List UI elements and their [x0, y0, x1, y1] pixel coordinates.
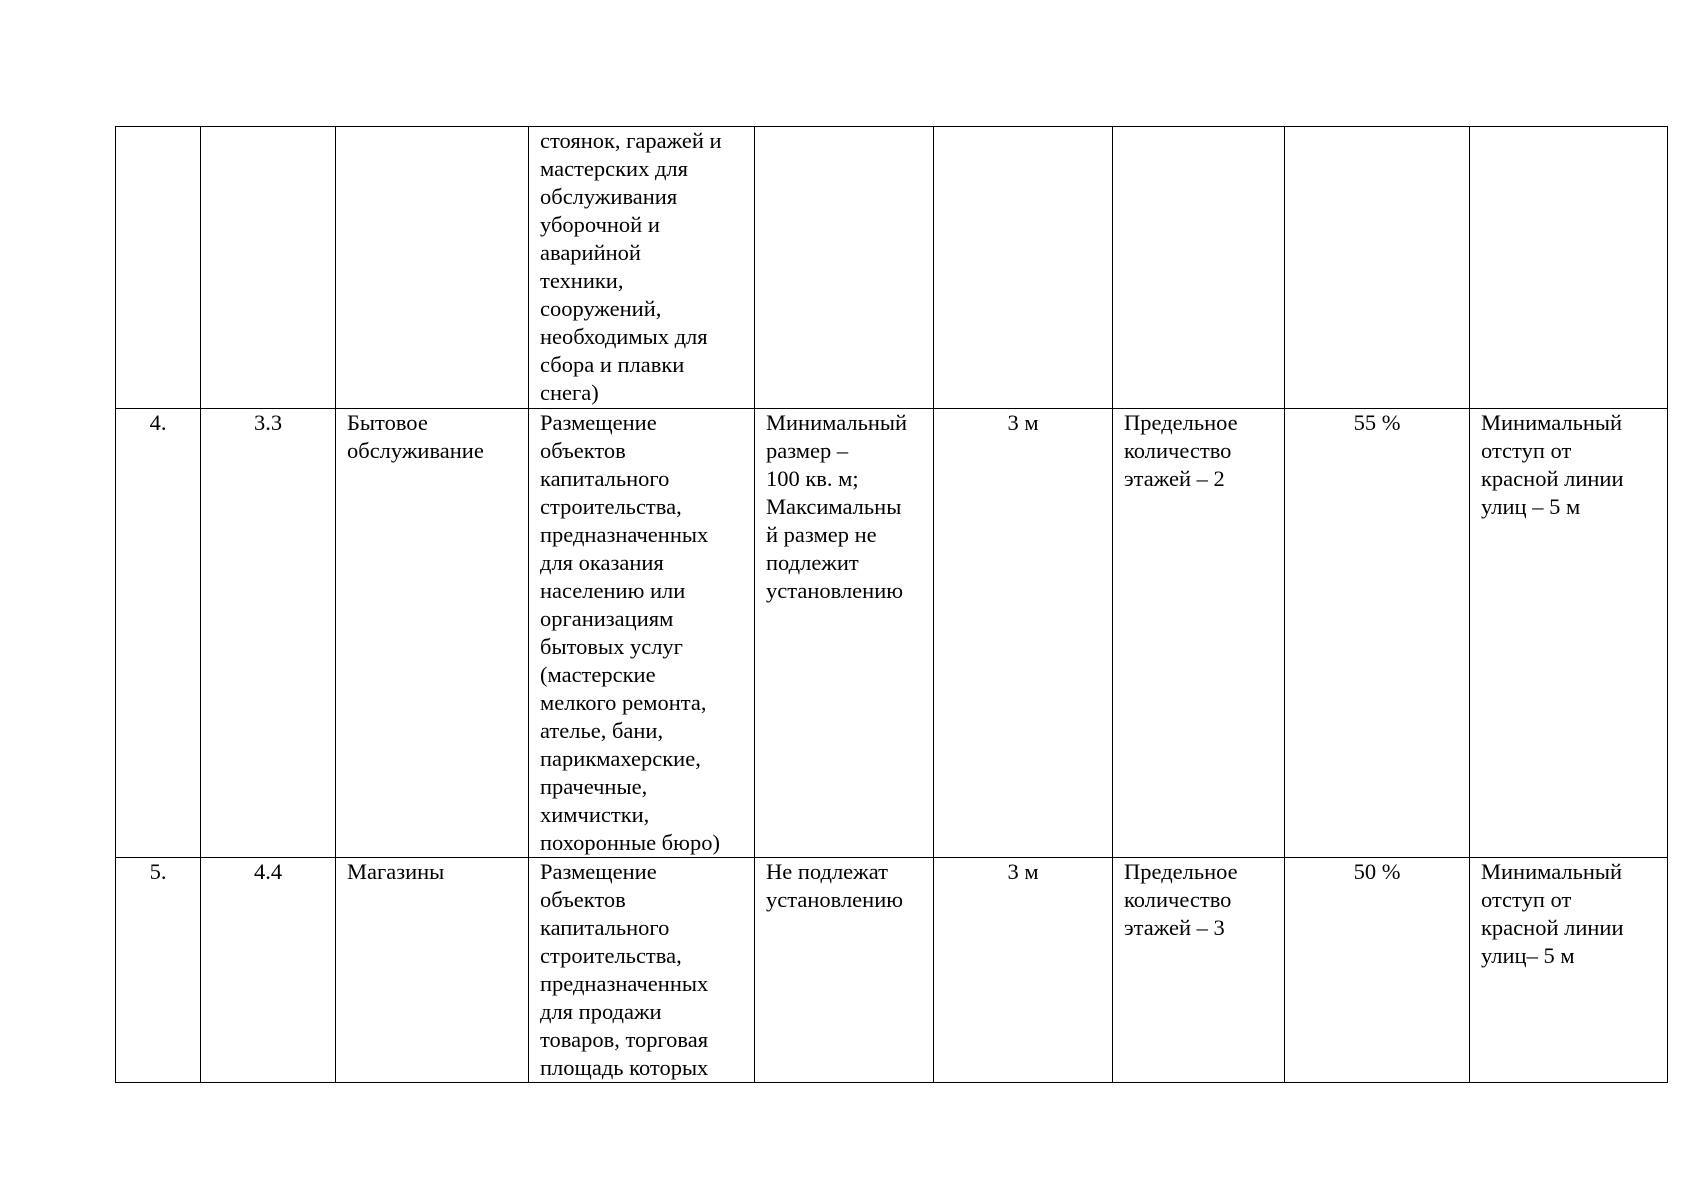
notes-line: улиц– 5 м	[1481, 943, 1575, 968]
row-number-cell	[116, 858, 201, 1083]
setback-cell	[934, 858, 1113, 1083]
plot-size-line: установлению	[766, 578, 904, 603]
description-line: парикмахерские,	[540, 746, 701, 771]
code-cell	[201, 858, 336, 1083]
plot-size-cell	[755, 858, 934, 1083]
description-line: товаров, торговая	[540, 1027, 709, 1052]
use-name-cell	[336, 858, 529, 1083]
description-line: прачечные,	[540, 774, 648, 799]
notes-cell	[1470, 858, 1668, 1083]
floors-line: Предельное	[1124, 410, 1238, 435]
description-line: уборочной и	[540, 212, 660, 237]
description-line: мастерских для	[540, 156, 688, 181]
use-name-line: Магазины	[347, 859, 445, 884]
use-name-cell	[336, 409, 529, 858]
description-line: капитального	[540, 466, 670, 491]
description-line: стоянок, гаражей и	[540, 128, 722, 153]
plot-size-line: подлежит	[766, 550, 859, 575]
description-line: предназначенных	[540, 971, 709, 996]
row-number: 4.	[149, 410, 167, 435]
floors-cell	[1113, 858, 1285, 1083]
floors-line: количество	[1124, 438, 1232, 463]
setback-value: 3 м	[1007, 859, 1039, 884]
description-line: объектов	[540, 887, 626, 912]
plot-size-line: Максимальны	[766, 494, 902, 519]
setback-cell	[934, 409, 1113, 858]
description-line: мелкого ремонта,	[540, 690, 707, 715]
notes-line: отступ от	[1481, 887, 1572, 912]
plot-size-line: й размер не	[766, 522, 877, 547]
table-row	[116, 409, 1668, 858]
coverage-value: 50 %	[1353, 859, 1401, 884]
description-line: химчистки,	[540, 802, 650, 827]
description-line: строительства,	[540, 494, 682, 519]
floors-line: Предельное	[1124, 859, 1238, 884]
plot-size-cell	[755, 409, 934, 858]
description-cell	[529, 127, 755, 409]
table-row	[116, 127, 1668, 409]
description-line: обслуживания	[540, 184, 678, 209]
plot-size-line: Минимальный	[766, 410, 908, 435]
floors-line: этажей – 3	[1124, 915, 1225, 940]
plot-size-line: установлению	[766, 887, 904, 912]
land-use-regulations-table	[115, 126, 1668, 1083]
description-line: предназначенных	[540, 522, 709, 547]
plot-size-line: размер –	[766, 438, 849, 463]
description-line: строительства,	[540, 943, 682, 968]
floors-line: количество	[1124, 887, 1232, 912]
notes-line: красной линии	[1481, 466, 1624, 491]
description-cell	[529, 858, 755, 1083]
floors-cell	[1113, 409, 1285, 858]
description-line: для оказания	[540, 550, 664, 575]
use-name-cell	[336, 127, 529, 409]
description-cell	[529, 409, 755, 858]
code-cell	[201, 127, 336, 409]
description-line: капитального	[540, 915, 670, 940]
notes-line: Минимальный	[1481, 859, 1623, 884]
plot-size-line: Не подлежат	[766, 859, 888, 884]
notes-cell	[1470, 409, 1668, 858]
description-line: населению или	[540, 578, 686, 603]
row-number-cell	[116, 409, 201, 858]
use-code: 3.3	[253, 410, 283, 435]
floors-line: этажей – 2	[1124, 466, 1225, 491]
description-line: аварийной	[540, 240, 641, 265]
description-line: организациям	[540, 606, 674, 631]
setback-cell	[934, 127, 1113, 409]
coverage-cell	[1285, 858, 1470, 1083]
description-line: ателье, бани,	[540, 718, 664, 743]
notes-line: улиц – 5 м	[1481, 494, 1581, 519]
description-line: снега)	[540, 380, 599, 405]
description-line: похоронные бюро)	[540, 830, 720, 855]
description-line: (мастерские	[540, 662, 656, 687]
description-line: площадь которых	[540, 1055, 709, 1080]
plot-size-cell	[755, 127, 934, 409]
description-line: необходимых для	[540, 324, 708, 349]
coverage-value: 55 %	[1353, 410, 1401, 435]
description-line: сбора и плавки	[540, 352, 685, 377]
code-cell	[201, 409, 336, 858]
plot-size-line: 100 кв. м;	[766, 466, 859, 491]
notes-line: отступ от	[1481, 438, 1572, 463]
description-line: Размещение	[540, 859, 657, 884]
setback-value: 3 м	[1007, 410, 1039, 435]
description-line: для продажи	[540, 999, 662, 1024]
notes-line: Минимальный	[1481, 410, 1623, 435]
table-row	[116, 858, 1668, 1083]
row-number-cell	[116, 127, 201, 409]
coverage-cell	[1285, 409, 1470, 858]
use-name-line: обслуживание	[347, 438, 484, 463]
coverage-cell	[1285, 127, 1470, 409]
notes-cell	[1470, 127, 1668, 409]
description-line: бытовых услуг	[540, 634, 683, 659]
floors-cell	[1113, 127, 1285, 409]
description-line: техники,	[540, 268, 624, 293]
description-line: Размещение	[540, 410, 657, 435]
use-name-line: Бытовое	[347, 410, 428, 435]
description-line: сооружений,	[540, 296, 662, 321]
use-code: 4.4	[253, 859, 283, 884]
row-number: 5.	[149, 859, 167, 884]
notes-line: красной линии	[1481, 915, 1624, 940]
description-line: объектов	[540, 438, 626, 463]
